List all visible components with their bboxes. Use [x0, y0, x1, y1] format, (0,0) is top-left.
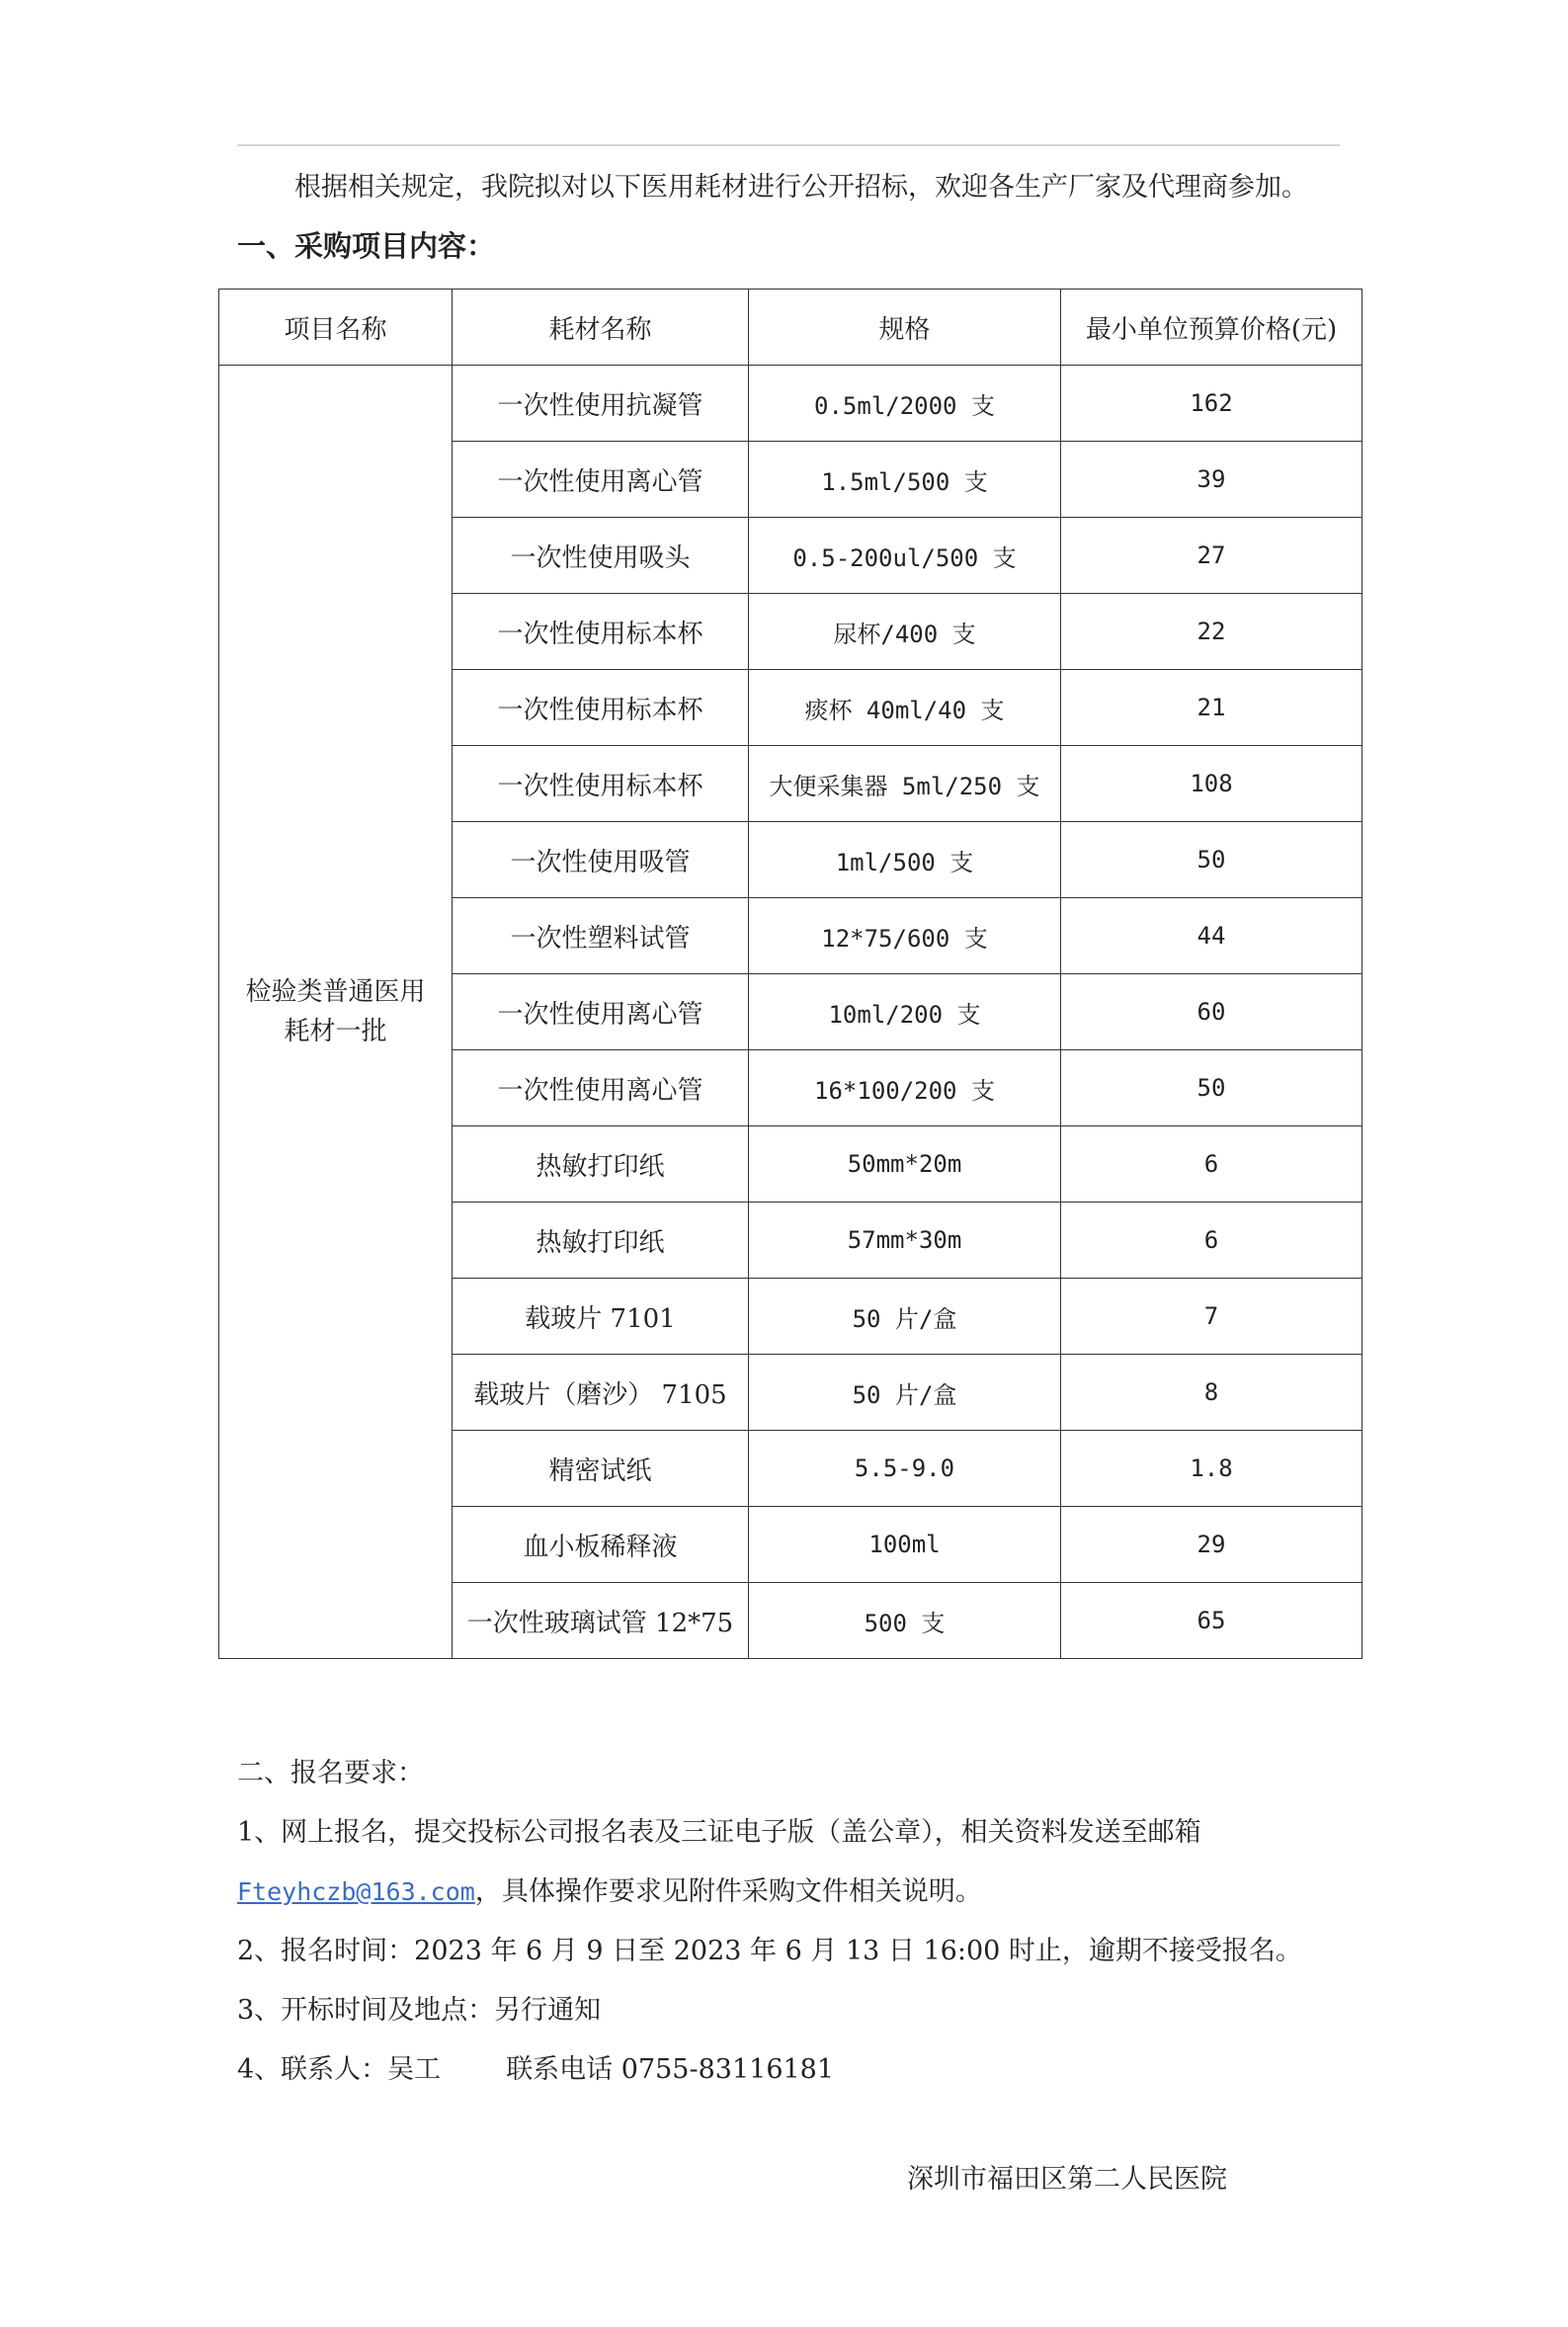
spec-cell: 500 支 — [749, 1583, 1061, 1659]
price-cell: 162 — [1061, 366, 1362, 442]
item-name-cell: 热敏打印纸 — [453, 1203, 749, 1279]
item-name-cell: 一次性塑料试管 — [453, 898, 749, 974]
item-name-cell: 载玻片（磨沙） 7105 — [453, 1355, 749, 1431]
project-name-line-1: 检验类普通医用 — [245, 977, 426, 1007]
item-name-cell: 血小板稀释液 — [453, 1507, 749, 1583]
price-cell: 50 — [1061, 822, 1362, 898]
email-link[interactable]: Fteyhczb@163.com — [237, 1877, 475, 1906]
item-name-cell: 一次性使用标本杯 — [453, 670, 749, 746]
price-cell: 8 — [1061, 1355, 1362, 1431]
table-body — [219, 366, 1362, 1659]
item-name-cell: 一次性使用吸头 — [453, 518, 749, 594]
section-1-heading: 一、采购项目内容： — [237, 229, 496, 263]
spec-cell: 1ml/500 支 — [749, 822, 1061, 898]
price-cell: 50 — [1061, 1050, 1362, 1126]
spec-cell: 5.5-9.0 — [749, 1431, 1061, 1507]
spec-cell: 100ml — [749, 1507, 1061, 1583]
requirement-1: 1、网上报名，提交投标公司报名表及三证电子版（盖公章），相关资料发送至邮箱 — [237, 1817, 1201, 1848]
header-rule — [237, 144, 1340, 146]
intro-paragraph: 根据相关规定，我院拟对以下医用耗材进行公开招标，欢迎各生产厂家及代理商参加。 — [294, 172, 1308, 203]
item-name-cell: 精密试纸 — [453, 1431, 749, 1507]
price-cell: 6 — [1061, 1126, 1362, 1203]
item-name-cell: 载玻片 7101 — [453, 1279, 749, 1355]
project-name-cell — [219, 366, 453, 1659]
item-name-cell: 一次性使用抗凝管 — [453, 366, 749, 442]
spec-cell: 10ml/200 支 — [749, 974, 1061, 1050]
contact-phone: 联系电话 0755-83116181 — [506, 2054, 835, 2085]
header-item-name: 耗材名称 — [453, 290, 749, 366]
spec-cell: 50mm*20m — [749, 1126, 1061, 1203]
price-cell: 29 — [1061, 1507, 1362, 1583]
spec-cell: 0.5ml/2000 支 — [749, 366, 1061, 442]
spec-cell: 57mm*30m — [749, 1203, 1061, 1279]
hospital-signature: 深圳市福田区第二人民医院 — [907, 2164, 1227, 2195]
price-cell: 1.8 — [1061, 1431, 1362, 1507]
price-cell: 108 — [1061, 746, 1362, 822]
spec-cell: 12*75/600 支 — [749, 898, 1061, 974]
spec-cell: 尿杯/400 支 — [749, 594, 1061, 670]
contact-person: 4、联系人：吴工 — [237, 2054, 442, 2085]
requirement-3: 3、开标时间及地点：另行通知 — [237, 1995, 602, 2026]
requirement-2: 2、报名时间：2023 年 6 月 9 日至 2023 年 6 月 13 日 16:00 时止，逾期不接受报名。 — [237, 1936, 1302, 1966]
price-cell: 60 — [1061, 974, 1362, 1050]
price-cell: 65 — [1061, 1583, 1362, 1659]
item-name-cell: 一次性使用离心管 — [453, 442, 749, 518]
price-cell: 27 — [1061, 518, 1362, 594]
requirement-1-continued — [237, 1863, 1363, 1922]
spec-cell: 50 片/盒 — [749, 1279, 1061, 1355]
price-cell: 44 — [1061, 898, 1362, 974]
price-cell: 6 — [1061, 1203, 1362, 1279]
header-spec: 规格 — [749, 290, 1061, 366]
item-name-cell: 热敏打印纸 — [453, 1126, 749, 1203]
spec-cell: 50 片/盒 — [749, 1355, 1061, 1431]
item-name-cell: 一次性使用标本杯 — [453, 746, 749, 822]
spec-cell: 痰杯 40ml/40 支 — [749, 670, 1061, 746]
procurement-table — [218, 289, 1362, 1659]
price-cell: 21 — [1061, 670, 1362, 746]
price-cell: 7 — [1061, 1279, 1362, 1355]
item-name-cell: 一次性使用吸管 — [453, 822, 749, 898]
spec-cell: 大便采集器 5ml/250 支 — [749, 746, 1061, 822]
item-name-cell: 一次性使用离心管 — [453, 974, 749, 1050]
project-name-line-2: 耗材一批 — [284, 1017, 387, 1046]
header-project-name: 项目名称 — [219, 290, 453, 366]
spec-cell: 1.5ml/500 支 — [749, 442, 1061, 518]
item-name-cell: 一次性使用标本杯 — [453, 594, 749, 670]
spec-cell: 0.5-200ul/500 支 — [749, 518, 1061, 594]
section-2-heading: 二、报名要求： — [237, 1758, 424, 1788]
spec-cell: 16*100/200 支 — [749, 1050, 1061, 1126]
item-name-cell: 一次性玻璃试管 12*75 — [453, 1583, 749, 1659]
header-budget-price: 最小单位预算价格(元) — [1061, 290, 1362, 366]
item-name-cell: 一次性使用离心管 — [453, 1050, 749, 1126]
price-cell: 39 — [1061, 442, 1362, 518]
table-header-row — [219, 290, 1362, 366]
registration-section — [237, 1744, 1363, 2100]
requirement-1-rest: ，具体操作要求见附件采购文件相关说明。 — [474, 1876, 982, 1907]
table-row — [219, 366, 1362, 442]
price-cell: 22 — [1061, 594, 1362, 670]
requirement-4 — [237, 2040, 1363, 2100]
